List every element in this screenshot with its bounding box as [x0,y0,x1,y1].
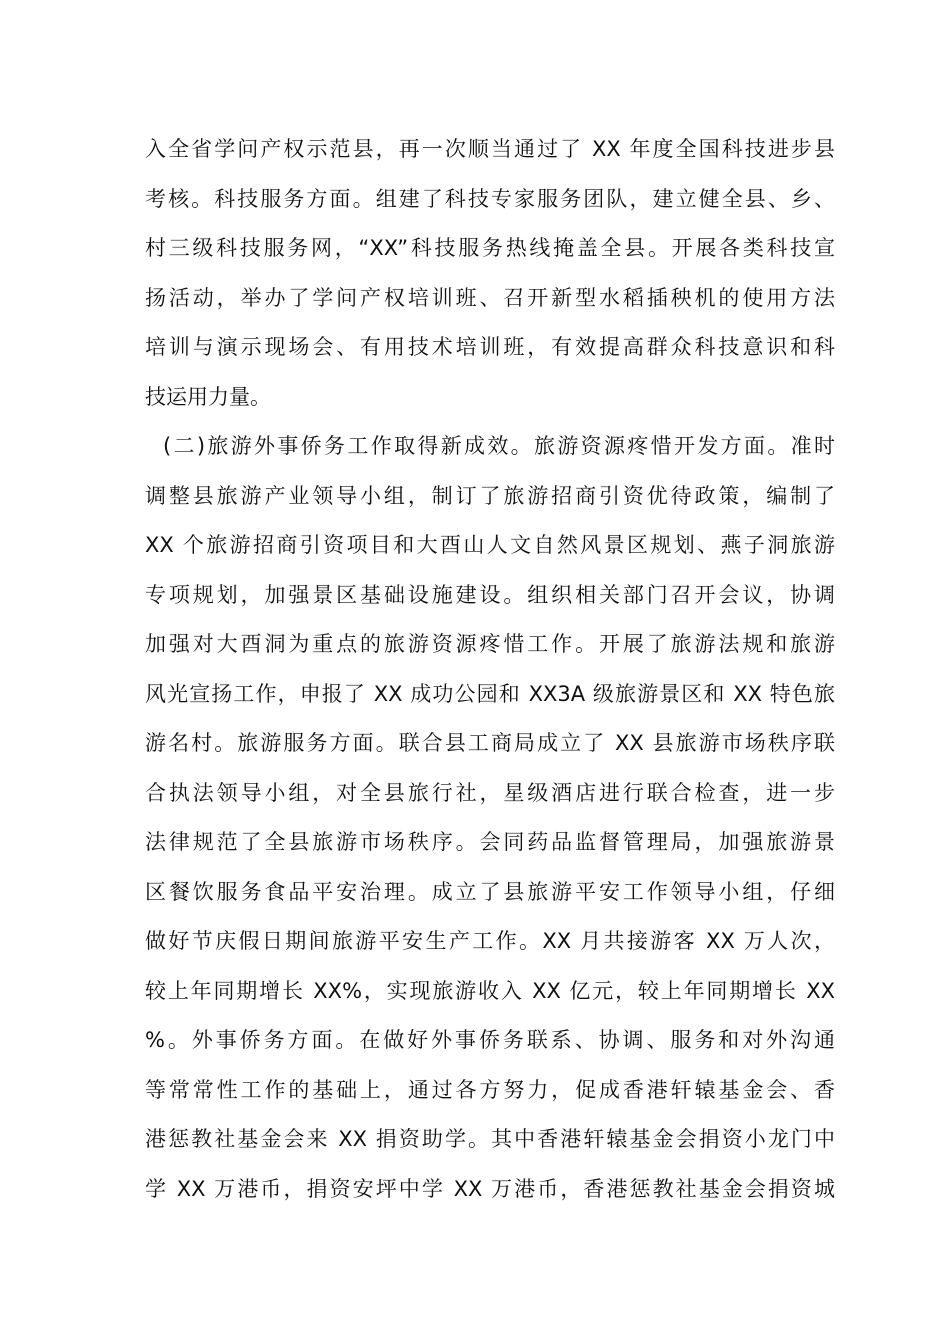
text-line: XX 个旅游招商引资项目和大酉山人文自然风景区规划、燕子洞旅游 [145,533,835,557]
text-line: 加强对大酉洞为重点的旅游资源疼惜工作。开展了旅游法规和旅游 [145,632,835,656]
text-line: 做好节庆假日期间旅游平安生产工作。XX 月共接游客 XX 万人次， [145,929,835,953]
text-line: 技运用力量。 [145,384,271,409]
text-line: 港惩教社基金会来 XX 捐资助学。其中香港轩辕基金会捐资小龙门中 [145,1127,835,1151]
text-line: 游名村。旅游服务方面。联合县工商局成立了 XX 县旅游市场秩序联 [145,731,835,755]
text-line: 等常常性工作的基础上，通过各方努力，促成香港轩辕基金会、香 [145,1077,835,1102]
text-line: %。外事侨务方面。在做好外事侨务联系、协调、服务和对外沟通 [145,1028,835,1052]
text-line: 法律规范了全县旅游市场秩序。会同药品监督管理局，加强旅游景 [145,830,835,854]
body-text [145,125,835,1214]
text-line: 风光宣扬工作，申报了 XX 成功公园和 XX3A 级旅游景区和 XX 特色旅 [145,681,835,706]
text-line: 调整县旅游产业领导小组，制订了旅游招商引资优待政策，编制了 [145,483,835,508]
text-line: 较上年同期增长 XX%，实现旅游收入 XX 亿元，较上年同期增长 XX [145,978,835,1003]
text-line: 培训与演示现场会、有用技术培训班，有效提高群众科技意识和科 [145,335,835,359]
text-line: 村三级科技服务网，“XX”科技服务热线掩盖全县。开展各类科技宣 [145,236,835,260]
text-line: 合执法领导小组，对全县旅行社，星级酒店进行联合检查，进一步 [145,780,835,805]
text-line: 学 XX 万港币，捐资安坪中学 XX 万港币，香港惩教社基金会捐资城 [145,1176,835,1201]
paragraph-tourism-foreign-affairs [145,422,835,1214]
text-line: 入全省学问产权示范县，再一次顺当通过了 XX 年度全国科技进步县 [145,137,835,161]
paragraph-tech-services [145,125,835,422]
text-line: 考核。科技服务方面。组建了科技专家服务团队，建立健全县、乡、 [145,186,835,211]
text-line: 区餐饮服务食品平安治理。成立了县旅游平安工作领导小组，仔细 [145,879,835,904]
text-line: 专项规划，加强景区基础设施建设。组织相关部门召开会议，协调 [145,582,835,607]
text-line: 扬活动，举办了学问产权培训班、召开新型水稻插秧机的使用方法 [145,285,835,310]
text-line: (二)旅游外事侨务工作取得新成效。旅游资源疼惜开发方面。准时 [163,434,835,458]
